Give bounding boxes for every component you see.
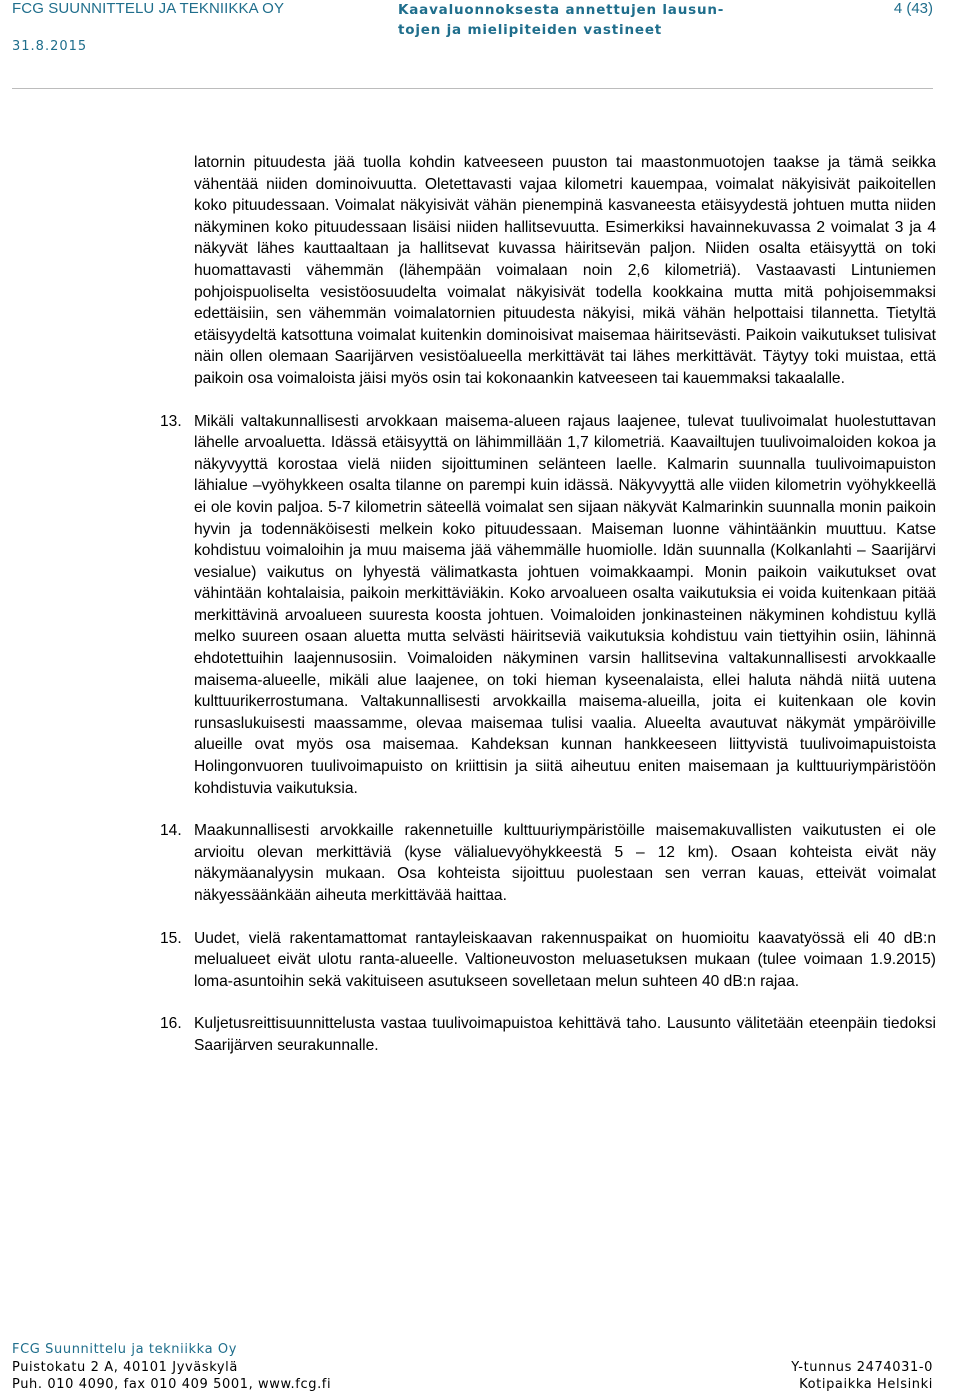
footer-phone: Puh. 010 4090, fax 010 409 5001, www.fcg.fi	[12, 1377, 332, 1392]
document-body	[160, 152, 936, 1057]
header-company: FCG SUUNNITTELU JA TEKNIIKKA OY	[12, 0, 285, 17]
list-item-13	[160, 411, 936, 800]
list-item-number: 16.	[160, 1015, 182, 1033]
footer-domicile: Kotipaikka Helsinki	[799, 1377, 933, 1392]
list-item-text: Mikäli valtakunnallisesti arvokkaan maisema-alueen rajaus laajenee, tulevat tuulivoimalat huolestuttavan lähelle arvoaluetta. Idässä etäisyyttä on lähimmillään 1,7 kilometriä. Kaavailtujen tuulivoimaloiden kokoa ja näkyvyyttä korostaa vielä niiden sijoittuminen selänteen laelle. Kalmarin suunnalla tuulivoimapuiston lähialue –vyöhykkeen osalta tilanne on parempi kuin idässä. Näkyvyyttä alle viiden kilometrin vyöhykkeellä ei ole kovin paljoa. 5-7 kilometrin säteellä voimalat sen sijaan näkyvät Kalmarinkin suunnalla monin paikoin hyvin ja todennäköisesti melkein koko pituudessaan. Maiseman luonne vähintäänkin muuttuu. Katse kohdistuu voimaloihin ja muu maisema jää vähemmälle huomiolle. Idän suunnalla (Kolkanlahti – Saarijärvi vesialue) vaikutus on lyhyestä välimatkasta johtuen voimakkaampi. Monin paikoin vaikutukset ovat vähintään kohtalaisia, paikoin merkittäviäkin. Koko arvoalueen osalta vaikutuksia ei voida kuitenkaan pitää merkittävinä arvoalueen suuresta koosta johtuen. Voimaloiden jonkinasteinen näkyminen kohdistuu kyllä melko suureen osaan aluetta mutta selvästi häiritseviä vaikutuksia kohdistuu vain tiettyihin osiin, lähinnä ehdotettuihin laajennusosiin. Voimaloiden näkyminen varsin hallitsevina valtakunnallisesti arvokkaalle maisema-alueelle, mikäli alue laajenee, on toki hieman kyseenalaista, ellei haluta nähdä niitä uutena kulttuurikerrostumana. Valtakunnallisesti arvokkailla maisema-alueilla, joita ei kuitenkaan ole kovin runsaslukuisesti maassamme, olevaa maisemaa tulisi vaalia. Alueelta avautuvat näkymät ympäröiville alueille ovat myös osa maisemaa. Kahdeksan kunnan hankkeeseen liittyvistä tuulivoimapuistoista Holingonvuoren tuulivoimapuisto on kriittisin ja siitä aiheutuu eniten maisemaan ja kulttuuriympäristöön kohdistuvia vaikutuksia.	[194, 412, 936, 797]
header-title-line-2: tojen ja mielipiteiden vastineet	[398, 22, 663, 38]
list-item-text: Uudet, vielä rakentamattomat rantayleiskaavan rakennuspaikat on huomioitu kaavatyössä eli 40 dB:n melualueet eivät ulotu ranta-alueelle. Valtioneuvoston meluasetuksen mukaan (tulee voimaan 1.9.2015) loma-asuntoihin sekä vakituiseen asutukseen sovelletaan melun suhteen 40 dB:n rajaa.	[194, 929, 936, 990]
list-item-number: 15.	[160, 929, 182, 947]
intro-paragraph: latornin pituudesta jää tuolla kohdin katveeseen puuston tai maastonmuotojen taakse ja tämä seikka vähentää niiden dominoivuutta. Oletettavasti vajaa kilometri kauempaa, voimalat näkyisivät paikoitellen koko pituudessaan. Voimalat näkyisivät vähän pienempinä kasvaneesta etäisyydestä johtuen mutta niiden näkyminen koko pituudessaan lisäisi niiden hallitsevuutta. Esimerkiksi havainnekuvassa 2 voimalat 3 ja 4 näkyvät lähes kauttaaltaan ja hallitsevat kuvassa häiritsevän paljon. Niiden osalta etäisyyttä on toki huomattavasti vähemmän (lähempään voimalaan noin 2,6 kilometriä). Vastaavasti Lintuniemen pohjoispuoliselta vesistöosuudelta voimalat näkyisivät todella kookkaina mutta mitä pohjoisemmaksi edettäisiin, sen vähemmän voimalatornien pituudesta näkyisi, mikä vähän helpottaisi tilannetta. Tietyltä etäisyydeltä katsottuna voimalat kuitenkin dominoisivat maisemaa häiritsevästi. Paikoin vaikutukset tulisivat näin ollen olemaan Saarijärven vesistöalueella merkittävät tai lähes merkittävät. Täytyy toki muistaa, että paikoin osa voimaloista jäisi myös osin tai kokonaankin katveeseen tai kauemmaksi takaalalle.	[194, 154, 936, 387]
footer	[12, 1341, 933, 1394]
page-number: 4 (43)	[893, 0, 933, 17]
list-item-text: Maakunnallisesti arvokkaille rakennetuille kulttuuriympäristöille maisemakuvallisten vaikutusten ei ole arvioitu olevan merkittäviä (kyse välialuevyöhykkeestä 5 – 12 km). Osaan kohteista eivät näy näkymäanalyysin mukaan. Osa kohteista sijoittuu puolestaan sen verran kauas, etteivät voimalat näkyessäänkään aiheuta merkittävää haittaa.	[194, 822, 936, 904]
header-title-line-1: Kaavaluonnoksesta annettujen lausun-	[398, 2, 725, 18]
header-left	[12, 0, 284, 54]
footer-row-1	[12, 1359, 933, 1377]
footer-address: Puistokatu 2 A, 40101 Jyväskylä	[12, 1359, 238, 1375]
list-item-number: 13.	[160, 412, 182, 430]
list-item-number: 14.	[160, 822, 182, 840]
list-item-15	[160, 928, 936, 993]
list-item-16	[160, 1013, 936, 1056]
footer-row-2	[12, 1376, 933, 1394]
footer-company: FCG Suunnittelu ja tekniikka Oy	[12, 1342, 238, 1357]
header-date: 31.8.2015	[12, 39, 88, 54]
list-item-14	[160, 820, 936, 906]
list-item-text: Kuljetusreittisuunnittelusta vastaa tuulivoimapuistoa kehittävä taho. Lausunto välitetään eteenpäin tiedoksi Saarijärven seurakunnalle.	[194, 1015, 936, 1054]
footer-business-id: Y-tunnus 2474031-0	[791, 1359, 933, 1375]
header-divider	[12, 88, 933, 89]
header-title	[398, 0, 738, 40]
